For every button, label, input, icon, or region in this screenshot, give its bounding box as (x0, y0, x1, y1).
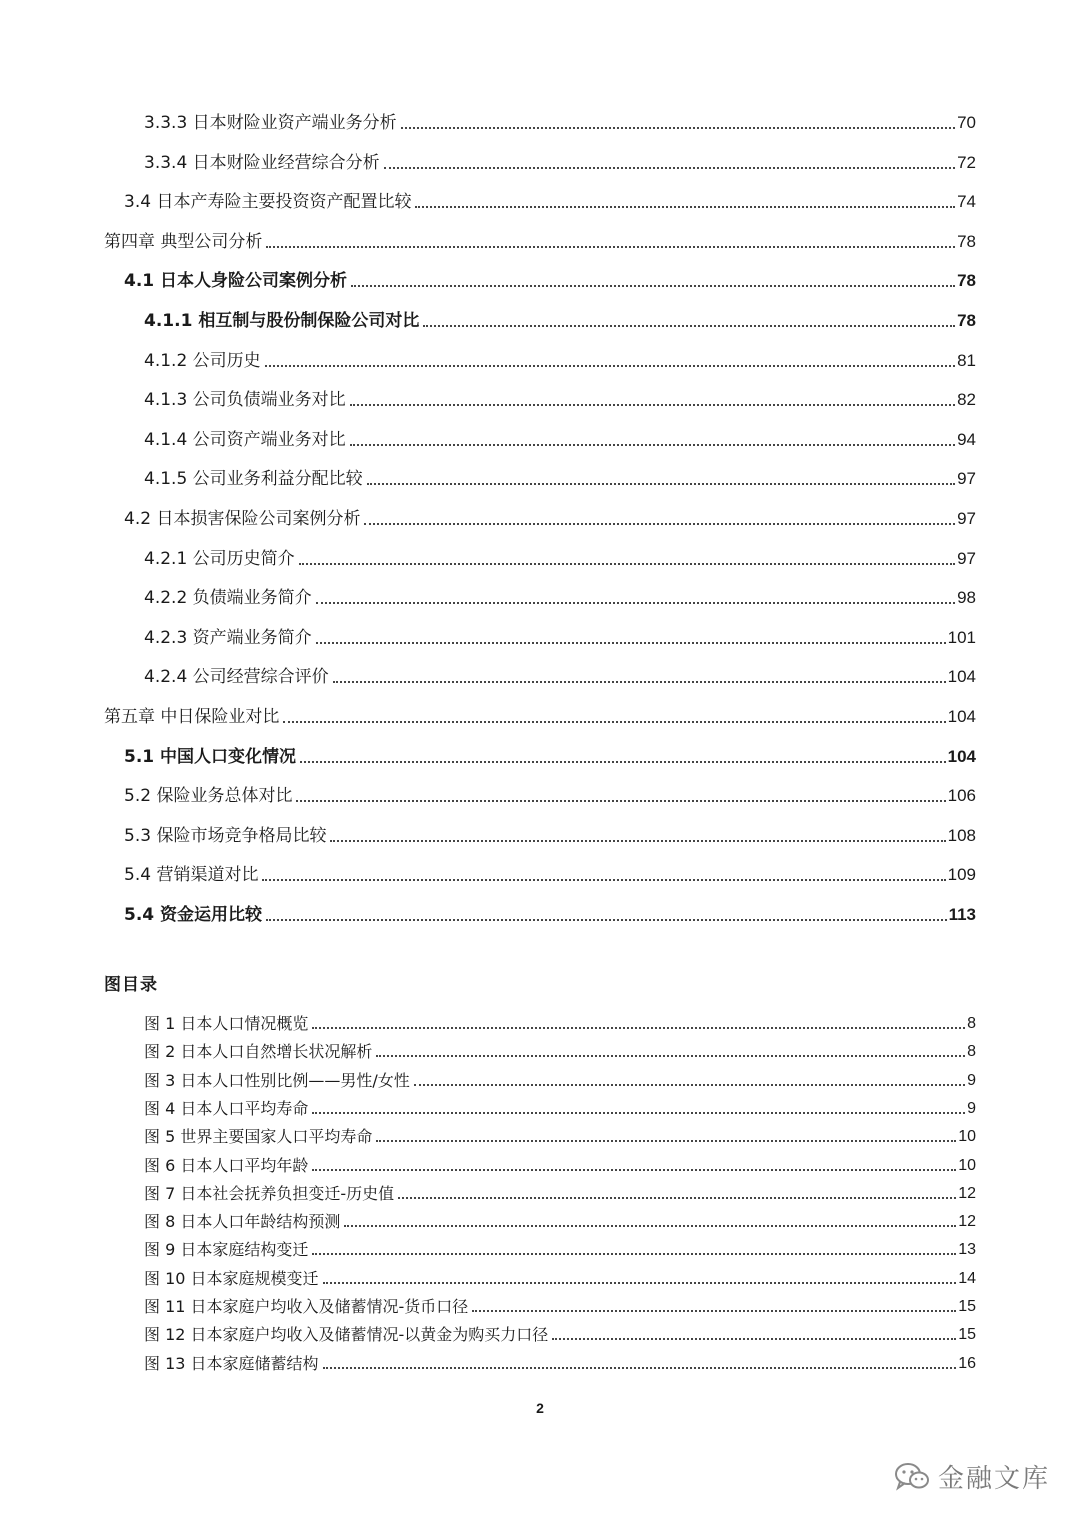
page-number: 2 (536, 1400, 544, 1416)
toc-entry[interactable] (124, 779, 976, 807)
toc-entry[interactable] (144, 304, 976, 332)
toc-entry-page: 94 (957, 429, 976, 449)
dot-leader (323, 1282, 957, 1284)
toc-entry-label: 3.3.3 日本财险业资产端业务分析 (144, 113, 397, 133)
toc-entry-label: 5.4 营销渠道对比 (124, 865, 259, 886)
dot-leader (262, 879, 945, 881)
toc-entry-page: 78 (957, 231, 976, 251)
toc-entry-page: 98 (957, 588, 976, 608)
toc-entry[interactable] (144, 383, 976, 411)
toc-entry[interactable] (104, 700, 976, 728)
toc-entry-page: 78 (957, 271, 976, 291)
figure-entry[interactable] (144, 1067, 976, 1091)
toc-entry[interactable] (144, 462, 976, 490)
toc-entry-label: 4.1.3 公司负债端业务对比 (144, 390, 346, 411)
toc-entry-page: 101 (947, 627, 976, 647)
toc-entry-label: 4.1.2 公司历史 (144, 350, 261, 371)
figure-entry[interactable] (144, 1236, 976, 1260)
toc-entry-page: 81 (957, 350, 976, 370)
figure-entry-page: 15 (958, 1326, 976, 1344)
figure-entry-page: 9 (967, 1071, 976, 1089)
dot-leader (299, 563, 955, 565)
toc-entry-label: 4.2.2 负债端业务简介 (144, 588, 312, 609)
toc-entry[interactable] (144, 146, 976, 174)
figure-entry[interactable] (144, 1095, 976, 1119)
figure-entry-label: 图 11 日本家庭户均收入及储蓄情况-货币口径 (144, 1297, 469, 1316)
dot-leader (376, 1140, 956, 1142)
dot-leader (344, 1225, 956, 1227)
figure-entry-label: 图 10 日本家庭规模变迁 (144, 1268, 319, 1288)
figure-entry-page: 12 (958, 1213, 976, 1231)
dot-leader (296, 800, 945, 802)
dot-leader (423, 325, 955, 327)
figure-entry-page: 8 (967, 1015, 976, 1032)
figure-entry-page: 8 (967, 1043, 976, 1061)
figure-entry[interactable] (144, 1180, 976, 1204)
figure-entry-page: 14 (958, 1269, 976, 1287)
dot-leader (266, 919, 947, 921)
toc-entry-label: 5.1 中国人口变化情况 (124, 746, 297, 767)
toc-entry[interactable] (144, 621, 976, 649)
dot-leader (364, 523, 955, 525)
wechat-icon (894, 1462, 930, 1492)
toc-entry[interactable] (104, 225, 976, 253)
toc-entry-page: 104 (947, 707, 976, 726)
dot-leader (384, 167, 955, 169)
dot-leader (283, 721, 945, 723)
toc-entry-page: 97 (957, 509, 976, 528)
figure-entry-page: 15 (958, 1298, 976, 1315)
figure-entry[interactable] (144, 1208, 976, 1232)
toc-entry-page: 113 (948, 905, 976, 924)
figure-entry[interactable] (144, 1293, 976, 1317)
toc-entry-label: 第五章 中日保险业对比 (104, 707, 280, 727)
toc-entry-label: 5.2 保险业务总体对比 (124, 786, 293, 807)
toc-entry-page: 97 (957, 469, 976, 489)
toc-entry-page: 78 (957, 311, 976, 330)
toc-entry[interactable] (124, 185, 976, 213)
dot-leader (300, 761, 946, 763)
dot-leader (266, 246, 955, 248)
figure-entry-label: 图 7 日本社会抚养负担变迁-历史值 (144, 1183, 395, 1203)
watermark (894, 1458, 1050, 1495)
toc-entry-label: 3.3.4 日本财险业经营综合分析 (144, 152, 380, 173)
dot-leader (312, 1253, 956, 1255)
figure-entry-label: 图 4 日本人口平均寿命 (144, 1098, 309, 1118)
figure-entry-page: 10 (958, 1128, 976, 1146)
toc-entry-label: 4.1.1 相互制与股份制保险公司对比 (144, 311, 420, 331)
toc-entry[interactable] (124, 858, 976, 886)
dot-leader (472, 1310, 956, 1312)
toc-entry[interactable] (124, 502, 976, 530)
toc-entry-label: 4.2.3 资产端业务简介 (144, 627, 312, 648)
figure-entry-label: 图 1 日本人口情况概览 (144, 1014, 309, 1033)
toc-entry[interactable] (144, 344, 976, 372)
toc-entry[interactable] (124, 740, 976, 768)
dot-leader (323, 1367, 957, 1369)
dot-leader (376, 1055, 965, 1057)
figure-entry-label: 图 3 日本人口性别比例——男性/女性 (144, 1070, 410, 1090)
dot-leader (312, 1027, 965, 1029)
dot-leader (367, 483, 955, 485)
toc-entry-page: 104 (947, 667, 976, 687)
figure-entry-label: 图 13 日本家庭储蓄结构 (144, 1353, 319, 1373)
toc-entry-page: 82 (957, 390, 976, 410)
toc-entry-page: 72 (957, 152, 976, 172)
figure-entry[interactable] (144, 1350, 976, 1374)
dot-leader (350, 404, 955, 406)
dot-leader (333, 681, 946, 683)
dot-leader (330, 840, 945, 842)
figure-entry-page: 9 (967, 1099, 976, 1117)
toc-entry-page: 104 (947, 746, 976, 766)
figures-heading: 图目录 (104, 975, 158, 995)
toc-entry-label: 4.1.5 公司业务利益分配比较 (144, 469, 363, 490)
toc-entry[interactable] (144, 542, 976, 570)
dot-leader (415, 206, 955, 208)
toc-entry[interactable] (144, 581, 976, 609)
figure-entry-label: 图 6 日本人口平均年龄 (144, 1155, 309, 1175)
figure-entry-page: 12 (958, 1184, 976, 1202)
toc-entry-page: 109 (947, 865, 976, 885)
dot-leader (414, 1084, 965, 1086)
toc-entry-label: 4.1 日本人身险公司案例分析 (124, 271, 348, 292)
dot-leader (401, 127, 955, 129)
toc-entry-label: 4.2 日本损害保险公司案例分析 (124, 509, 361, 529)
toc-entry-label: 4.2.4 公司经营综合评价 (144, 667, 329, 688)
toc-entry[interactable] (144, 106, 976, 134)
toc-entry-label: 4.2.1 公司历史简介 (144, 548, 295, 569)
toc-entry[interactable] (124, 264, 976, 292)
figure-entry-label: 图 12 日本家庭户均收入及储蓄情况-以黄金为购买力口径 (144, 1325, 549, 1345)
toc-entry[interactable] (144, 423, 976, 451)
toc-entry-page: 70 (957, 113, 976, 132)
toc-entry[interactable] (144, 660, 976, 688)
dot-leader (312, 1169, 956, 1171)
toc-entry-label: 第四章 典型公司分析 (104, 231, 263, 252)
dot-leader (351, 285, 955, 287)
dot-leader (265, 365, 955, 367)
figure-entry[interactable] (144, 1265, 976, 1289)
figure-entry-page: 10 (958, 1156, 976, 1174)
dot-leader (316, 642, 946, 644)
dot-leader (350, 444, 955, 446)
dot-leader (552, 1338, 956, 1340)
figure-entry-label: 图 8 日本人口年龄结构预测 (144, 1212, 341, 1232)
figure-entry-label: 图 2 日本人口自然增长状况解析 (144, 1042, 373, 1062)
figure-entry-page: 13 (958, 1241, 976, 1259)
toc-entry-page: 106 (947, 786, 976, 806)
toc-entry-page: 74 (957, 192, 976, 212)
toc-entry-page: 97 (957, 548, 976, 568)
figure-entry[interactable] (144, 1010, 976, 1034)
toc-entry-label: 4.1.4 公司资产端业务对比 (144, 429, 346, 450)
watermark-text: 金融文库 (937, 1464, 1050, 1494)
dot-leader (316, 602, 955, 604)
figure-entry[interactable] (144, 1152, 976, 1176)
figure-entry[interactable] (144, 1123, 976, 1147)
toc-entry-page: 108 (947, 825, 976, 845)
toc-entry-label: 3.4 日本产寿险主要投资资产配置比较 (124, 192, 412, 213)
figure-entry[interactable] (144, 1321, 976, 1345)
dot-leader (312, 1112, 965, 1114)
toc-entry-label: 5.3 保险市场竞争格局比较 (124, 825, 327, 846)
dot-leader (398, 1197, 956, 1199)
toc-entry[interactable] (124, 819, 976, 847)
toc-entry-label: 5.4 资金运用比较 (124, 905, 263, 925)
figure-entry[interactable] (144, 1038, 976, 1062)
figure-entry-label: 图 5 世界主要国家人口平均寿命 (144, 1127, 373, 1147)
figure-entry-label: 图 9 日本家庭结构变迁 (144, 1240, 309, 1260)
toc-entry[interactable] (124, 898, 976, 926)
figure-entry-page: 16 (958, 1354, 976, 1372)
